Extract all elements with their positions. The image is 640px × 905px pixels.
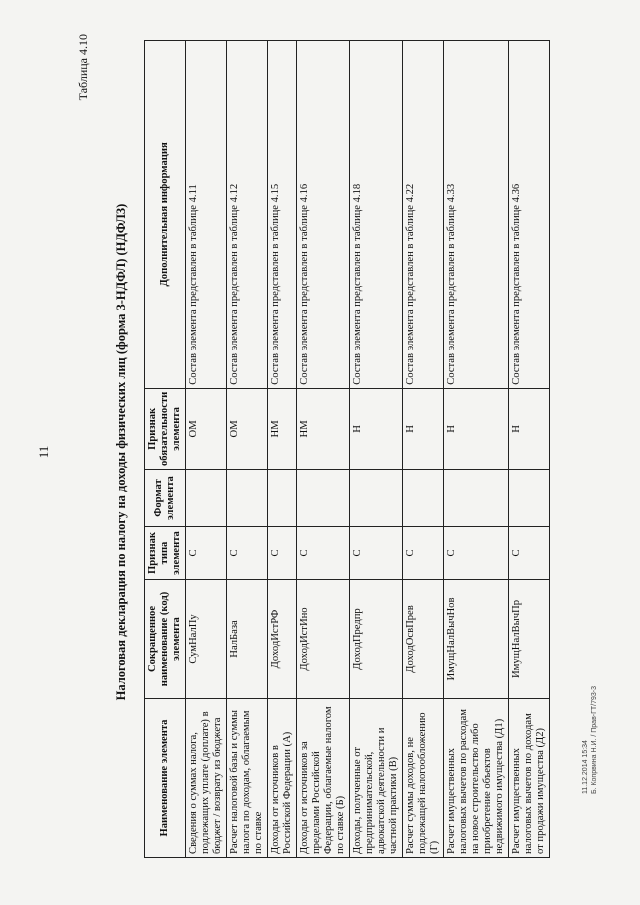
cell-name: Доходы, полученные от предпринимательской, адвокатской деятельности и частной практики (В) (350, 699, 403, 858)
cell-info: Состав элемента представлен в таблице 4.15 (268, 41, 297, 389)
cell-code: ИмущНалВычНов (444, 580, 509, 699)
cell-name: Расчет имущественных налоговых вычетов по доходам от продажи имущества (Д2) (509, 699, 550, 858)
cell-type: С (186, 527, 227, 580)
table-row (268, 41, 297, 858)
cell-info: Состав элемента представлен в таблице 4.33 (444, 41, 509, 389)
cell-type: С (268, 527, 297, 580)
cell-required: Н (444, 388, 509, 469)
table-row (403, 41, 444, 858)
cell-type: С (403, 527, 444, 580)
cell-code: ДоходПредпр (350, 580, 403, 699)
cell-info: Состав элемента представлен в таблице 4.18 (350, 41, 403, 389)
cell-info: Состав элемента представлен в таблице 4.16 (297, 41, 350, 389)
cell-format (186, 470, 227, 527)
cell-code: НалБаза (227, 580, 268, 699)
cell-code: СумНалПу (186, 580, 227, 699)
table-row (509, 41, 550, 858)
cell-type: С (297, 527, 350, 580)
cell-required: Н (509, 388, 550, 469)
table-row (444, 41, 509, 858)
footer-author: Б. Копрвина Н.И. / Прав-ГТ/793-3 (591, 685, 598, 795)
cell-type: С (509, 527, 550, 580)
cell-code: ДоходИстРФ (268, 580, 297, 699)
cell-required: ОМ (227, 388, 268, 469)
cell-name: Доходы от источников в Российской Федерации (А) (268, 699, 297, 858)
document-title: Налоговая декларация по налогу на доходы физических лиц (форма 3-НДФЛ) (НДФЛ3) (114, 203, 128, 701)
cell-format (509, 470, 550, 527)
cell-name: Расчет налоговой базы и суммы налога по доходам, облагаемым по ставке (227, 699, 268, 858)
table-row (350, 41, 403, 858)
cell-format (350, 470, 403, 527)
header-format: Формат элемента (145, 470, 186, 527)
cell-type: С (227, 527, 268, 580)
cell-format (268, 470, 297, 527)
rotated-sheet (78, 32, 598, 872)
cell-name: Расчет имущественных налоговых вычетов по расходам на новое строительство либо приобретение объектов недвижимого имущества (Д1) (444, 699, 509, 858)
cell-format (297, 470, 350, 527)
cell-info: Состав элемента представлен в таблице 4.36 (509, 41, 550, 389)
cell-type: С (350, 527, 403, 580)
footer-timestamp: 11.12.2014 15:34 (582, 740, 589, 795)
cell-format (403, 470, 444, 527)
header-required: Признак обязательности элемента (145, 388, 186, 469)
cell-name: Расчет суммы доходов, не подлежащей налогообложению (Г) (403, 699, 444, 858)
cell-code: ДоходОсвПрев (403, 580, 444, 699)
cell-required: НМ (268, 388, 297, 469)
cell-info: Состав элемента представлен в таблице 4.11 (186, 41, 227, 389)
cell-name: Сведения о суммах налога, подлежащих уплате (доплате) в бюджет / возврату из бюджета (186, 699, 227, 858)
cell-required: Н (350, 388, 403, 469)
cell-required: ОМ (186, 388, 227, 469)
cell-type: С (444, 527, 509, 580)
table-row (297, 41, 350, 858)
table-label: Таблица 4.10 (76, 34, 90, 101)
header-name: Наименование элемента (145, 699, 186, 858)
cell-code: ДоходИстИно (297, 580, 350, 699)
header-code: Сокращенное наименование (код) элемента (145, 580, 186, 699)
cell-code: ИмущНалВычПр (509, 580, 550, 699)
table-header-row (145, 41, 186, 858)
cell-required: Н (403, 388, 444, 469)
table-row (227, 41, 268, 858)
cell-info: Состав элемента представлен в таблице 4.22 (403, 41, 444, 389)
header-info: Дополнительная информация (145, 41, 186, 389)
table-row (186, 41, 227, 858)
header-type: Признак типа элемента (145, 527, 186, 580)
page-number: 11 (36, 445, 51, 459)
cell-format (227, 470, 268, 527)
cell-required: НМ (297, 388, 350, 469)
cell-name: Доходы от источников за пределами Российской Федерации, облагаемые налогом по ставке (Б) (297, 699, 350, 858)
cell-format (444, 470, 509, 527)
elements-table (144, 40, 550, 858)
cell-info: Состав элемента представлен в таблице 4.12 (227, 41, 268, 389)
